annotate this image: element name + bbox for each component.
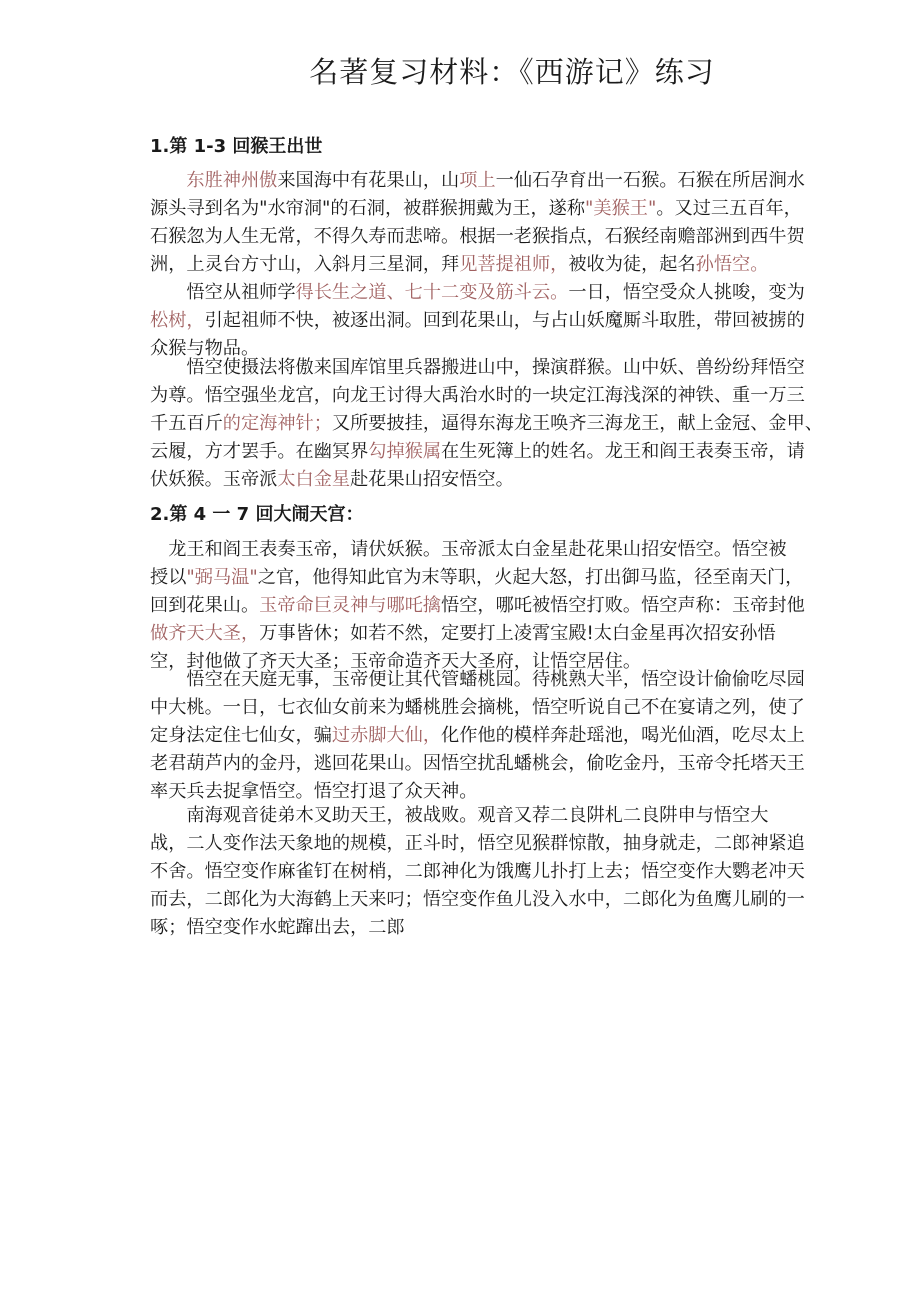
text-line: 悟空在天庭无事，玉帝便让其代管蟠桃园。待桃熟大半，悟空设计偷偷吃尽园 bbox=[150, 669, 805, 690]
highlight-text: 东胜神州傲 bbox=[186, 170, 278, 191]
text-line: 率天兵去捉拿悟空。悟空打退了众天神。 bbox=[150, 781, 478, 802]
highlight-text: 得长生之道、七十二变及筋斗云。 bbox=[295, 282, 569, 303]
highlight-text: 勾掉猴属 bbox=[368, 441, 442, 462]
highlight-text: "美猴王" bbox=[585, 198, 657, 219]
text-line: 啄；悟空变作水蛇蹿出去，二郎 bbox=[150, 917, 405, 938]
highlight-text: 做齐天大圣， bbox=[150, 623, 260, 644]
highlight-text: 的定海神针； bbox=[222, 413, 332, 434]
text-line: 回到花果山。玉帝命巨灵神与哪吒擒悟空，哪吒被悟空打败。悟空声称：玉帝封他 bbox=[150, 595, 805, 616]
text-line: 定身法定住七仙女，骗过赤脚大仙，化作他的模样奔赴瑶池，喝光仙酒，吃尽太上 bbox=[150, 725, 805, 746]
highlight-text: "弼马温" bbox=[186, 567, 258, 588]
text-line: 为尊。悟空强坐龙宫，向龙王讨得大禹治水时的一块定江海浅深的神铁、重一万三 bbox=[150, 385, 805, 406]
text-line: 石猴忽为人生无常，不得久寿而悲啼。根据一老猴指点，石猴经南赡部洲到西牛贺 bbox=[150, 226, 805, 247]
highlight-text: 见菩提祖师， bbox=[459, 254, 569, 275]
section-heading-2: 2.第 4 一 7 回大闹天宫： bbox=[150, 504, 364, 525]
text-line: 南海观音徒弟木叉助天王，被战败。观音又荐二良阱札二良阱申与悟空大 bbox=[150, 805, 769, 826]
highlight-text: 孙悟空。 bbox=[695, 254, 769, 275]
paragraph-1-2 bbox=[150, 279, 878, 363]
text-line: 云履，方才罢手。在幽冥界勾掉猴属在生死簿上的姓名。龙王和阎王表奏玉帝，请 bbox=[150, 441, 805, 462]
text-line: 悟空从祖师学得长生之道、七十二变及筋斗云。一日，悟空受众人挑唆，变为 bbox=[150, 282, 805, 303]
paragraph-2-2 bbox=[150, 666, 878, 806]
text-line: 伏妖猴。玉帝派太白金星赴花果山招安悟空。 bbox=[150, 469, 514, 490]
highlight-text: 玉帝命巨灵神与哪吒擒 bbox=[259, 595, 442, 616]
text-line: 悟空使摄法将傲来国库馆里兵器搬进山中，操演群猴。山中妖、兽纷纷拜悟空 bbox=[150, 357, 805, 378]
text-line: 授以"弼马温"之官，他得知此官为末等职，火起大怒，打出御马监，径至南天门， bbox=[150, 567, 804, 588]
text-line: 洲，上灵台方寸山，入斜月三星洞，拜见菩提祖师，被收为徒，起名孙悟空。 bbox=[150, 254, 769, 275]
text-line: 空，封他做了齐天大圣；玉帝命造齐天大圣府，让悟空居住。 bbox=[150, 651, 642, 672]
highlight-text: 松树， bbox=[150, 310, 205, 331]
text-line: 众猴与物品。 bbox=[150, 338, 260, 359]
text-line: 龙王和阎王表奏玉帝，请伏妖猴。玉帝派太白金星赴花果山招安悟空。悟空被 bbox=[150, 539, 787, 560]
document-title: 名著复习材料：《西游记》练习 bbox=[309, 55, 715, 89]
highlight-text: 太白金星 bbox=[277, 469, 351, 490]
text-line: 源头寻到名为"水帘洞"的石洞，被群猴拥戴为王，遂称"美猴王"。又过三五百年， bbox=[150, 198, 802, 219]
section-heading-1: 1.第 1-3 回猴王出世 bbox=[150, 136, 323, 157]
text-line: 不舍。悟空变作麻雀钉在树梢，二郎神化为饿鹰儿扑打上去；悟空变作大鹦老冲天 bbox=[150, 861, 805, 882]
highlight-text: 项上 bbox=[459, 170, 496, 191]
text-line: 东胜神州傲来国海中有花果山，山项上一仙石孕育出一石猴。石猴在所居涧水 bbox=[186, 170, 805, 191]
text-line: 松树，引起祖师不快，被逐出洞。回到花果山，与占山妖魔厮斗取胜，带回被掳的 bbox=[150, 310, 805, 331]
text-line: 而去，二郎化为大海鹤上天来叼；悟空变作鱼儿没入水中，二郎化为鱼鹰儿刷的一 bbox=[150, 889, 805, 910]
paragraph-1-1 bbox=[150, 167, 878, 279]
text-line: 千五百斤的定海神针；又所要披挂，逼得东海龙王唤齐三海龙王，献上金冠、金甲、 bbox=[150, 413, 823, 434]
text-line: 战，二人变作法天象地的规模，正斗时，悟空见猴群惊散，抽身就走，二郎神紧追 bbox=[150, 833, 805, 854]
paragraph-1-3 bbox=[150, 354, 878, 494]
highlight-text: 过赤脚大仙， bbox=[331, 725, 442, 746]
paragraph-2-1 bbox=[150, 536, 878, 676]
text-line: 老君葫芦内的金丹，逃回花果山。因悟空扰乱蟠桃会，偷吃金丹，玉帝令托塔天王 bbox=[150, 753, 805, 774]
paragraph-2-3 bbox=[150, 802, 878, 942]
text-line: 中大桃。一日，七衣仙女前来为蟠桃胜会摘桃，悟空听说自己不在宴请之列，使了 bbox=[150, 697, 805, 718]
text-line: 做齐天大圣，万事皆休；如若不然，定要打上凌霄宝殿!太白金星再次招安孙悟 bbox=[150, 623, 776, 644]
